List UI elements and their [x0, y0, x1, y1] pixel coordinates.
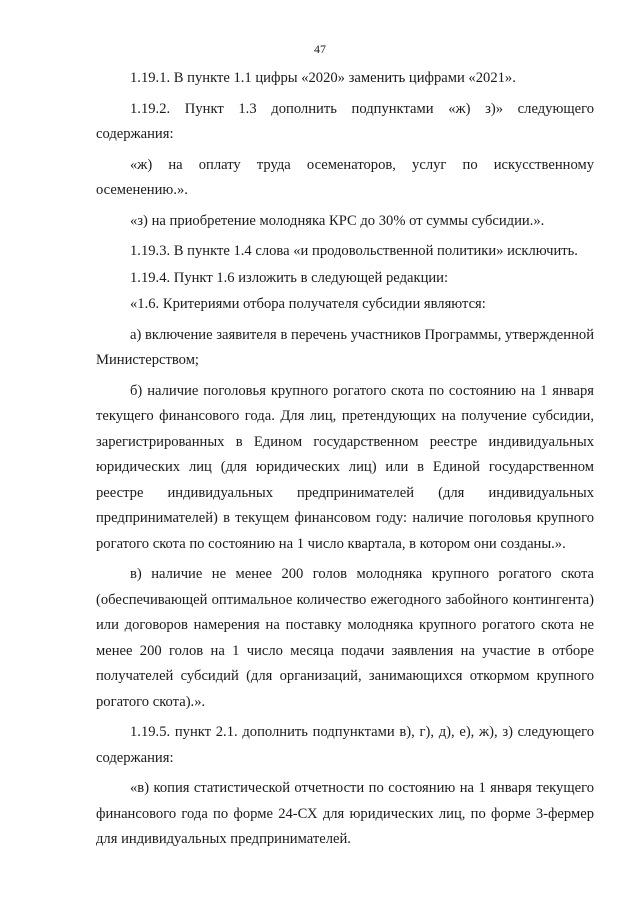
- subclause-v: «в) копия статистической отчетности по состоянию на 1 января текущего финансового года по форме 24-СХ для юридических лиц, по форме 3-фермер для индивидуальных предпринимателей.: [96, 780, 594, 847]
- paragraph-1-19-3: 1.19.3. В пункте 1.4 слова «и продовольственной политики» исключить.: [130, 243, 578, 259]
- paragraph-1-19-4: 1.19.4. Пункт 1.6 изложить в следующей редакции:: [130, 269, 449, 286]
- paragraph-zh: «ж) на оплату труда осеменаторов, услуг по искусственному осеменению.».: [96, 156, 594, 198]
- criterion-a: а) включение заявителя в перечень участников Программы, утвержденной Министерством;: [96, 326, 594, 368]
- paragraph-1-19-1: 1.19.1. В пункте 1.1 цифры «2020» заменить цифрами «2021».: [130, 70, 516, 86]
- paragraph-1-6: «1.6. Критериями отбора получателя субсидии являются:: [130, 296, 486, 312]
- document-body: [96, 62, 594, 853]
- page-number: 47: [314, 42, 326, 56]
- criterion-b: б) наличие поголовья крупного рогатого скота по состоянию на 1 января текущего финансового года. Для лиц, претендующих на получение субсидии, зарегистрированных в Едином государственном реестре индивидуальных юридических лиц (для юридических лиц) или в Единой государственном реестре индивидуальных предпринимателей (для индивидуальных предпринимателей) в текущем финансовом году: наличие поголовья крупного рогатого скота по состоянию на 1 число квартала, в котором они созданы.».: [96, 382, 594, 552]
- paragraph-1-19-5: 1.19.5. пункт 2.1. дополнить подпунктами в), г), д), е), ж), з) следующего содержания:: [96, 724, 594, 766]
- criterion-v: в) наличие не менее 200 голов молодняка крупного рогатого скота (обеспечивающей оптимальное количество ежегодного забойного контингента) или договоров намерения на поставку молодняка крупного рогатого скота не менее 200 голов на 1 число месяца подачи заявления на участие в отборе получателей субсидий (для организаций, занимающихся откормом крупного рогатого скота).».: [96, 566, 594, 710]
- paragraph-1-19-2: 1.19.2. Пункт 1.3 дополнить подпунктами «ж) з)» следующего содержания:: [96, 100, 594, 142]
- paragraph-z: «з) на приобретение молодняка КРС до 30% от суммы субсидии.».: [130, 212, 545, 229]
